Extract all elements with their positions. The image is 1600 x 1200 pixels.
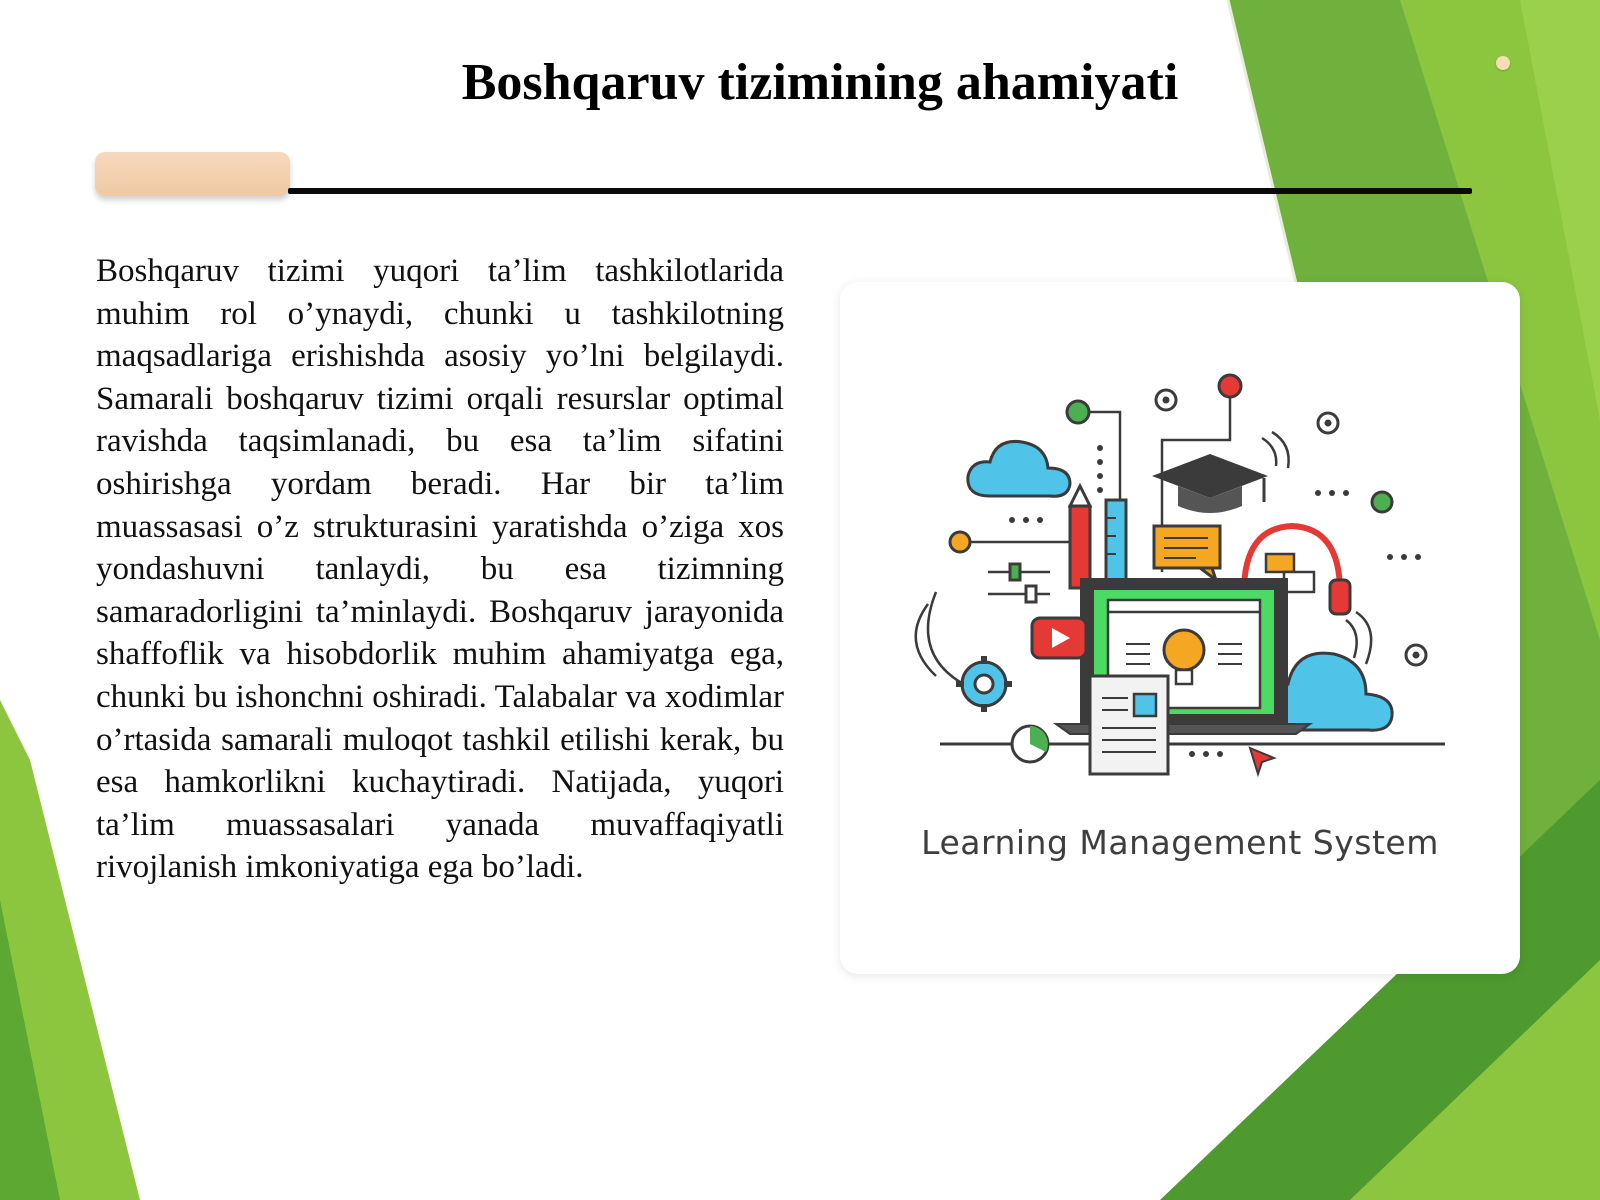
title-underline (288, 188, 1472, 194)
ruler-icon (1106, 500, 1126, 588)
cursor-icon (1250, 748, 1274, 774)
graduation-cap-icon (1152, 454, 1268, 513)
accent-bar (95, 152, 290, 196)
pencil-icon (1070, 486, 1090, 588)
document-icon (1090, 676, 1168, 774)
play-icon (1032, 618, 1086, 658)
chat-icon (1154, 526, 1220, 580)
gear-icon (956, 656, 1012, 712)
clock-icon (1012, 726, 1048, 762)
decorative-dot (1496, 56, 1510, 70)
lms-illustration (900, 372, 1460, 802)
body-paragraph: Boshqaruv tizimi yuqori ta’lim tashkilotlarida muhim rol o’ynaydi, chunki u tashkilotning maqsadlariga erishishda asosiy yo’lni belgilaydi. Samarali boshqaruv tizimi orqali resurslar optimal ravishda taqsimlanadi, bu esa ta’lim sifatini oshirishga yordam beradi. Har bir ta’lim muassasasi o’z strukturasini yaratishda o’ziga xos yondashuvni tanlaydi, bu esa tizimning samaradorligini ta’minlaydi. Boshqaruv jarayonida shaffoflik va hisobdorlik muhim ahamiyatga ega, chunki bu ishonchni oshiradi. Talabalar va xodimlar o’rtasida samarali muloqot tashkil etilishi kerak, bu esa hamkorlikni kuchaytiradi. Natijada, yuqori ta’lim muassasalari yanada muvaffaqiyatli rivojlanish imkoniyatiga ega bo’ladi. (96, 253, 784, 886)
slide-title: Boshqaruv tizimining ahamiyati (461, 54, 1179, 111)
cloud-icon (968, 441, 1070, 496)
image-caption: Learning Management System (921, 823, 1439, 862)
